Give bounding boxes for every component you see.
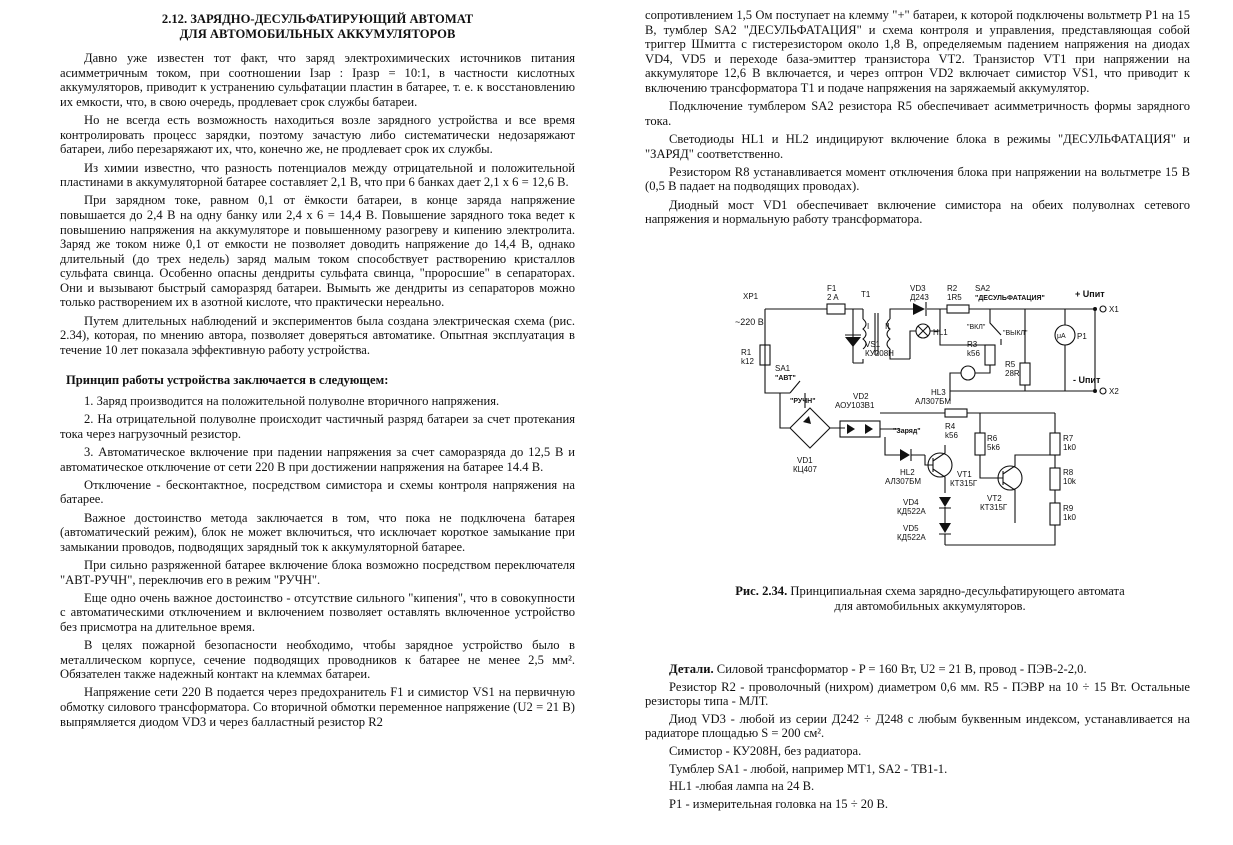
- paragraph: Еще одно очень важное достоинство - отсутствие сильного "кипения", что в совокупности с автоматическими отключением и включением позволяет оставлять включенное устройство без присмотра на длительное время.: [60, 590, 575, 634]
- label-r1-value: k12: [741, 357, 754, 366]
- paragraph: При зарядном токе, равном 0,1 от ёмкости батареи, в конце заряда напряжение повышается до 2,4 В на одну банку или 2,4 х 6 = 14,4 В. Повышение зарядного тока ведет к повышению напряжения на аккумуляторе и повышенному разогреву и кипению электролита. Заряд же током ниже 0,1 от емкости не позволяет доводить напряжение до 14,4 В, однако длительный (до трех недель) заряд малым током способствует растворению кристаллов сульфата свинца. Особенно опасны дендриты сульфата свинца, "проросшие" в сепараторах. Они и вызывают быстрый саморазряд батареи. Вымыть же дендриты из сепараторов можно только растворением их в азотной кислоте, что практически нереально.: [60, 193, 575, 310]
- label-vs1-value: КУ208Н: [865, 349, 894, 358]
- switch-sa2: [990, 309, 1001, 345]
- left-column: [60, 12, 575, 733]
- led-hl3: [961, 366, 975, 380]
- label-r4-value: k56: [945, 431, 958, 440]
- label-r7: R7: [1063, 434, 1074, 443]
- terminal-x2: [1100, 388, 1106, 394]
- label-vd5-value: КД522А: [897, 533, 926, 542]
- label-r2: R2: [947, 284, 958, 293]
- label-r3: R3: [967, 340, 978, 349]
- paragraph: Подключение тумблером SA2 резистора R5 обеспечивает асимметричность формы зарядного тока.: [645, 99, 1190, 128]
- label-vd2: VD2: [853, 392, 869, 401]
- label-vd5: VD5: [903, 524, 919, 533]
- paragraph: Давно уже известен тот факт, что заряд электрохимических источников питания асимметричным током, при соотношении Iзар : Iразр = 10:1, в частности кислотных аккумуляторов, приводит к устранению сульфатации пластин в батарее, т. е. к восстановлению их емкости, что, в свою очередь, продлевает срок службы батареи.: [60, 51, 575, 109]
- label-ua: μA: [1057, 333, 1066, 340]
- label-t1: T1: [861, 290, 871, 299]
- label-r3-value: k56: [967, 349, 980, 358]
- paragraph: Важное достоинство метода заключается в том, что пока не подключена батарея (автоматический режим), блок не может включиться, что исключает короткое замыкание при замыкании проводов, подводящих зарядный ток к аккумуляторной батарее.: [60, 510, 575, 554]
- resistor-r6: [975, 433, 985, 455]
- paragraph: Но не всегда есть возможность находиться возле зарядного устройства и все время контролировать процесс зарядки, поэтому зачастую либо систематически недозаряжают батареи, либо перезаряжают их, что, конечно же, не продлевает срок их службы.: [60, 113, 575, 157]
- label-x2: X2: [1109, 387, 1119, 396]
- label-r8: R8: [1063, 468, 1074, 477]
- label-vd4: VD4: [903, 498, 919, 507]
- label-vd1-value: КЦ407: [793, 465, 817, 474]
- details-line: Резистор R2 - проволочный (нихром) диаметром 0,6 мм. R5 - ПЭВР на 10 ÷ 15 Вт. Остальные резисторы типа - МЛТ.: [645, 679, 1190, 709]
- paragraph: 3. Автоматическое включение при падении напряжения за счет саморазряда до 12,5 В и автоматическое отключение от сети 220 В при достижении напряжения на батарее 14.4 В.: [60, 445, 575, 474]
- label-vd4-value: КД522А: [897, 507, 926, 516]
- label-hl1: HL1: [933, 328, 948, 337]
- label-vt1-value: КТ315Г: [950, 479, 978, 488]
- label-vd2-value: АОУ103В1: [835, 401, 875, 410]
- details-line: HL1 -любая лампа на 24 В.: [669, 779, 815, 794]
- label-vd3: VD3: [910, 284, 926, 293]
- details-section: [645, 662, 1190, 814]
- paragraph: Светодиоды HL1 и HL2 индицируют включение блока в режимы "ДЕСУЛЬФАТАЦИЯ" и "ЗАРЯД" соответственно.: [645, 131, 1190, 161]
- label-f1: F1: [827, 284, 837, 293]
- paragraph: Путем длительных наблюдений и экспериментов была создана электрическая схема (рис. 2.34), которая, по мнению автора, позволяет доверяться автоматике. Опытная эксплуатация в течение 10 лет показала эффективную работу устройства.: [60, 313, 575, 357]
- label-w2: II: [885, 322, 890, 331]
- label-vs1: VS1: [865, 340, 881, 349]
- label-r8-value: 10k: [1063, 477, 1076, 486]
- title-line-1: 2.12. ЗАРЯДНО-ДЕСУЛЬФАТИРУЮЩИЙ АВТОМАТ: [161, 12, 474, 26]
- caption-line-2: для автомобильных аккумуляторов.: [834, 598, 1026, 613]
- details-line: Диод VD3 - любой из серии Д242 ÷ Д248 с любым буквенным индексом, устанавливается на радиаторе площадью S = 200 см².: [645, 711, 1190, 741]
- details-label: Детали.: [669, 662, 714, 676]
- principle-heading: Принцип работы устройства заключается в следующем:: [66, 373, 389, 388]
- label-r6: R6: [987, 434, 998, 443]
- details-line: Симистор - КУ208Н, без радиатора.: [669, 743, 862, 758]
- caption-text: Принципиальная схема зарядно-десульфатирующего автомата: [790, 584, 1125, 598]
- label-sa2: SA2: [975, 284, 991, 293]
- label-f1-value: 2 A: [827, 293, 839, 302]
- caption-label: Рис. 2.34.: [735, 584, 788, 598]
- details-line: Тумблер SA1 - любой, например МТ1, SA2 - ТВ1-1.: [669, 761, 948, 776]
- label-p1: P1: [1077, 332, 1087, 341]
- label-w1: I: [867, 322, 870, 331]
- label-r5-value: 28R: [1005, 369, 1020, 378]
- page-title: [60, 12, 575, 41]
- label-vkl: "ВКЛ": [967, 324, 986, 331]
- paragraph: Резистором R8 устанавливается момент отключения блока при напряжении на вольтметре 15 В (0,5 В падает на подводящих проводах).: [645, 164, 1190, 194]
- label-r1: R1: [741, 348, 752, 357]
- paragraph: Отключение - бесконтактное, посредством симистора и схемы контроля напряжения на батарее.: [60, 477, 575, 507]
- resistor-r9: [1050, 503, 1060, 525]
- resistor-r2: [947, 305, 969, 313]
- terminal-x1: [1100, 306, 1106, 312]
- label-vd1: VD1: [797, 456, 813, 465]
- label-r9: R9: [1063, 504, 1074, 513]
- resistor-r4: [945, 409, 967, 417]
- label-hl3: HL3: [931, 388, 946, 397]
- label-mains: ~220 В: [735, 317, 764, 327]
- paragraph: В целях пожарной безопасности необходимо, чтобы зарядное устройство было в металлическом корпусе, сечение подводящих проводников к батарее не менее 2,5 мм². Обязателен также надежный контакт на клеммах батареи.: [60, 638, 575, 682]
- label-vd3-value: Д243: [910, 293, 929, 302]
- paragraph: Диодный мост VD1 обеспечивает включение симистора на обеих полуволнах сетевого напряжения и нормальную работу трансформатора.: [645, 197, 1190, 227]
- label-sa1: SA1: [775, 364, 791, 373]
- label-vt1: VT1: [957, 470, 972, 479]
- label-uminus: - Uпит: [1073, 375, 1101, 385]
- details-first: Силовой трансформатор - P = 160 Вт, U2 = 21 В, провод - ПЭВ-2-2,0.: [716, 662, 1087, 676]
- label-ruchn: "РУЧН": [790, 398, 816, 405]
- label-avt: "АВТ": [775, 375, 796, 382]
- label-vt2-value: КТ315Г: [980, 503, 1008, 512]
- paragraph: 2. На отрицательной полуволне происходит частичный разряд батареи за счет протекания тока через нагрузочный резистор.: [60, 412, 575, 441]
- label-uplus: + Uпит: [1075, 289, 1105, 299]
- diode-vd3: [913, 303, 925, 315]
- label-sa2-value: "ДЕСУЛЬФАТАЦИЯ": [975, 295, 1045, 302]
- paragraph: При сильно разряженной батарее включение блока возможно посредством переключателя "АВТ-РУЧН", переключив его в режим "РУЧН".: [60, 557, 575, 587]
- paragraph: Напряжение сети 220 В подается через предохранитель F1 и симистор VS1 на первичную обмотку силового трансформатора. Со вторичной обмотки переменное напряжение (U2 = 21 В) выпрямляется диодом VD3 и через балластный резистор R2: [60, 685, 575, 729]
- paragraph: 1. Заряд производится на положительной полуволне вторичного напряжения.: [84, 394, 500, 409]
- right-column: [645, 8, 1190, 230]
- label-r9-value: 1k0: [1063, 513, 1076, 522]
- resistor-r5: [1020, 363, 1030, 385]
- details-line: P1 - измерительная головка на 15 ÷ 20 В.: [669, 796, 889, 811]
- label-r4: R4: [945, 422, 956, 431]
- paragraph: сопротивлением 1,5 Ом поступает на клемму "+" батареи, к которой подключены вольтметр P1 на 15 В, тумблер SA2 "ДЕСУЛЬФАТАЦИЯ" и схема контроля и управления, представляющая собой триггер Шмитта с гистерезистором около 1,8 В, определяемым падением напряжения на диодах VD4, VD5 и переходе база-эмиттер транзистора VT2. Транзистор VT1 при напряжении на аккумуляторе 12,6 В включается, и через оптрон VD2 включает симистор VS1, что приводит к включению трансформатора T1 и подаче напряжения на заряжаемый аккумулятор.: [645, 8, 1190, 95]
- optocoupler-vd2: [840, 421, 880, 437]
- label-zaryad: "Заряд": [893, 428, 921, 435]
- resistor-r8: [1050, 468, 1060, 490]
- label-r5: R5: [1005, 360, 1016, 369]
- label-x1: X1: [1109, 305, 1119, 314]
- paragraph: Из химии известно, что разность потенциалов между отрицательной и положительной пластинами в аккумуляторной батарее составляет 2,1 В, что при 6 банках дает 2,1 х 6 = 12,6 В.: [60, 160, 575, 190]
- label-r2-value: 1R5: [947, 293, 962, 302]
- label-r6-value: 5k6: [987, 443, 1000, 452]
- label-r7-value: 1k0: [1063, 443, 1076, 452]
- figure-caption: [660, 584, 1200, 613]
- circuit-schematic: [735, 283, 1135, 573]
- label-vt2: VT2: [987, 494, 1002, 503]
- resistor-r7: [1050, 433, 1060, 455]
- led-hl2: [900, 449, 910, 461]
- title-line-2: ДЛЯ АВТОМОБИЛЬНЫХ АККУМУЛЯТОРОВ: [179, 26, 456, 41]
- label-hl2: HL2: [900, 468, 915, 477]
- label-hl2-value: АЛ307БМ: [885, 477, 922, 486]
- triac-vs1: [845, 309, 863, 363]
- label-hl3-value: АЛ307БМ: [915, 397, 952, 406]
- resistor-r3: [985, 345, 995, 365]
- fuse-f1: [827, 304, 845, 314]
- label-xp1: XP1: [743, 292, 759, 301]
- label-vykl: "ВЫКЛ": [1003, 330, 1028, 337]
